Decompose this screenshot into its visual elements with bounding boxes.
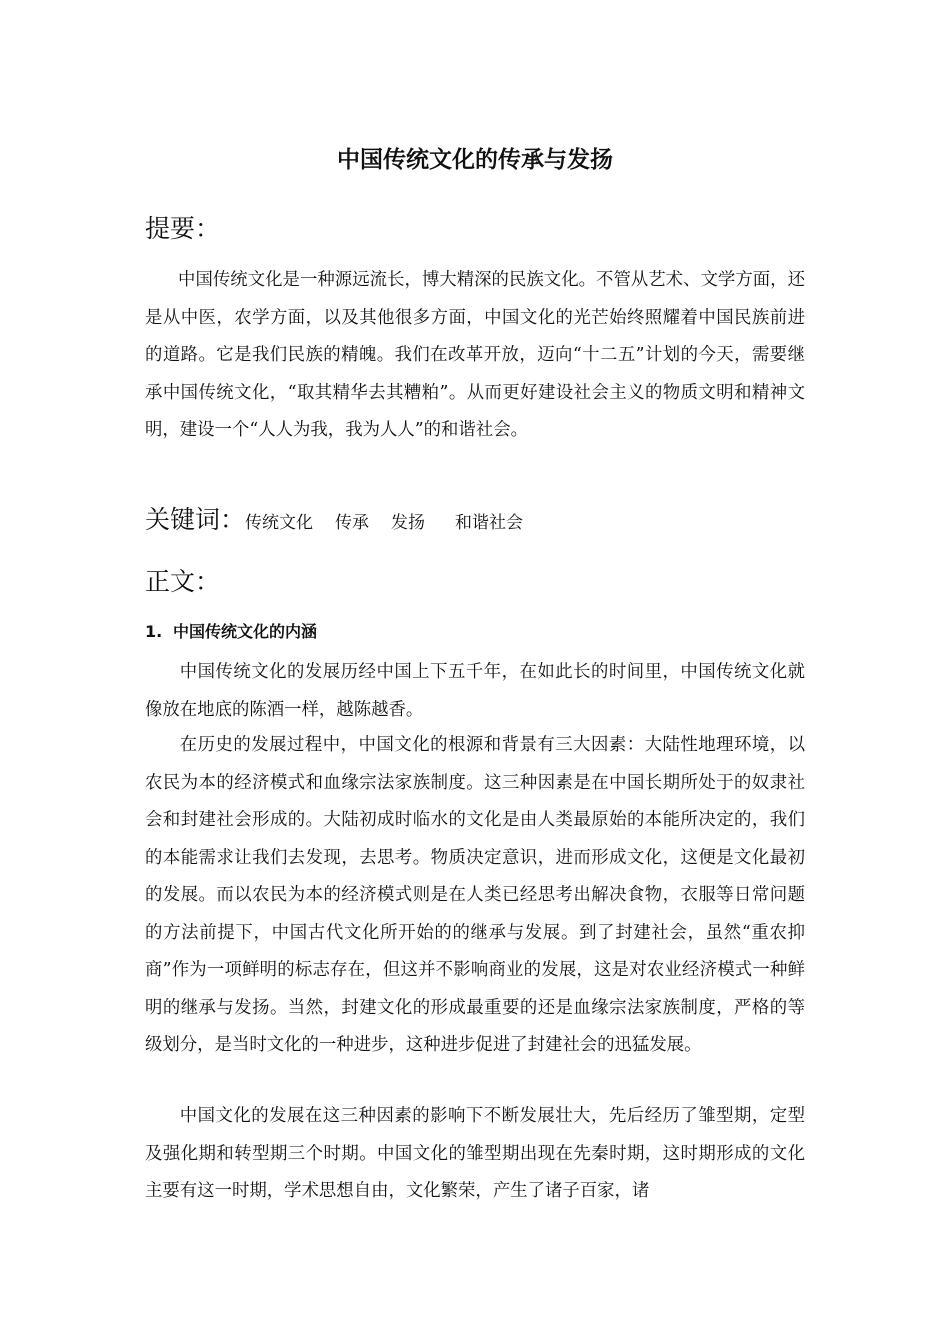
section-title: 中国传统文化的内涵 [173, 622, 318, 641]
body-paragraph: 中国传统文化的发展历经中国上下五千年，在如此长的时间里，中国传统文化就像放在地底的陈酒一样，越陈越香。 [145, 662, 805, 720]
keyword: 传承 [335, 513, 370, 533]
body-paragraph: 在历史的发展过程中，中国文化的根源和背景有三大因素：大陆性地理环境，以农民为本的经济模式和血缘宗法家族制度。这三种因素是在中国长期所处于的奴隶社会和封建社会形成的。大陆初成时临水的文化是由人类最原始的本能所决定的，我们的本能需求让我们去发现，去思考。物质决定意识，进而形成文化，这便是文化最初的发展。而以农民为本的经济模式则是在人类已经思考出解决食物，衣服等日常问题的方法前提下，中国古代文化所开始的的继承与发展。到了封建社会，虽然“重农抑商”作为一项鲜明的标志存在，但这并不影响商业的发展，这是对农业经济模式一种鲜明的继承与发扬。当然，封建文化的形成最重要的还是血缘宗法家族制度，严格的等级划分，是当时文化的一种进步，这种进步促进了封建社会的迅猛发展。 [145, 735, 805, 1055]
abstract-paragraph: 中国传统文化是一种源远流长，博大精深的民族文化。不管从艺术、文学方面，还是从中医，农学方面，以及其他很多方面，中国文化的光芒始终照耀着中国民族前进的道路。它是我们民族的精魄。我们在改革开放，迈向“十二五”计划的今天，需要继承中国传统文化，“取其精华去其糟粕”。从而更好建设社会主义的物质文明和精神文明，建设一个“人人为我，我为人人”的和谐社会。 [145, 270, 805, 440]
section-heading [145, 618, 317, 646]
keywords-heading: 关键词： [145, 505, 246, 534]
body-paragraph: 中国文化的发展在这三种因素的影响下不断发展壮大，先后经历了雏型期，定型及强化期和转型期三个时期。中国文化的雏型期出现在先秦时期，这时期形成的文化主要有这一时期，学术思想自由，文化繁荣，产生了诸子百家，诸 [145, 1106, 805, 1201]
body-heading: 正文： [145, 567, 221, 596]
keywords-row [145, 503, 523, 540]
keyword: 发扬 [391, 513, 426, 533]
section-number: 1. [145, 622, 163, 641]
abstract-heading: 提要： [145, 214, 221, 243]
keyword: 传统文化 [245, 513, 314, 533]
keyword: 和谐社会 [455, 513, 524, 533]
document-title: 中国传统文化的传承与发扬 [337, 147, 613, 173]
